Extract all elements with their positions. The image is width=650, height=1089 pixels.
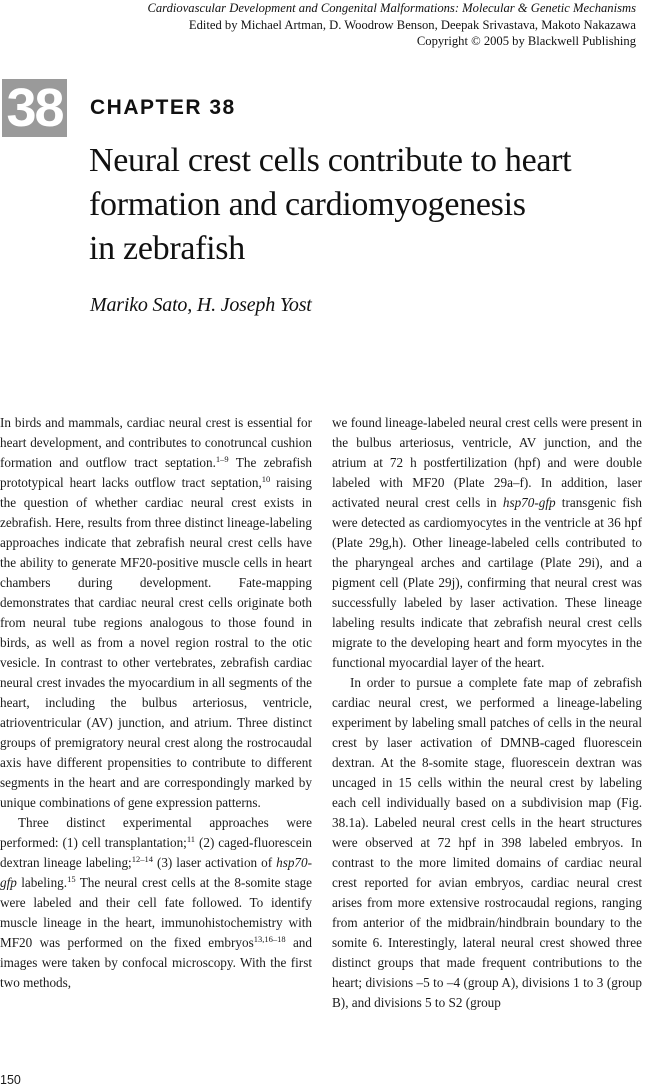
title-line: in zebrafish <box>89 230 245 267</box>
paragraph: In order to pursue a complete fate map of zebrafish cardiac neural crest, we performed a lineage-labeling experiment by labeling small patches of cells in the neural crest by laser activation of DMNB-caged fluorescein dextran. At the 8-somite stage, fluorescein dextran was uncaged in 15 cells within the neural crest by labeling each cell individually based on a subdivision map (Fig. 38.1a). Labeled neural crest cells in the heart structures were observed at 72 hpf in 398 labeled embryos. In contrast to the more limited domains of cardiac neural crest reported for avian embryos, cardiac neural crest arises from more extensive rostrocaudal regions, ranging from anterior of the midbrain/hindbrain boundary to the somite 6. Interestingly, lateral neural crest showed three distinct groups that made frequent contributions to the heart; divisions –5 to –4 (group A), divisions 1 to 3 (group B), and divisions 5 to S2 (group <box>332 675 642 1010</box>
chapter-title <box>89 139 649 271</box>
title-line: formation and cardiomyogenesis <box>89 186 526 223</box>
chapter-label: CHAPTER 38 <box>90 96 236 119</box>
paragraph: In birds and mammals, cardiac neural crest is essential for heart development, and contributes to conotruncal cushion formation and outflow tract septation.$^{1-9}$ The zebrafish prototypical heart lacks outflow tract septation,$^{10}$ raising the question of whether cardiac neural crest exists in zebrafish. Here, results from three distinct lineage-labeling approaches indicate that zebrafish neural crest cells have the ability to generate MF20-positive muscle cells in heart chambers during development. Fate-mapping demonstrates that cardiac neural crest cells originate both from neural tube regions analogous to those found in birds, as well as from a novel region rostral to the otic vesicle. In contrast to other vertebrates, zebrafish cardiac neural crest invades the myocardium in all segments of the heart, including the bulbus arteriosus, ventricle, atrioventricular (AV) junction, and atrium. Three distinct groups of premigratory neural crest along the rostrocaudal axis have different propensities to contribute to different segments in the heart and are correspondingly marked by unique combinations of gene expression patterns. <box>0 415 312 810</box>
page-number: 150 <box>0 1073 21 1087</box>
book-title: Cardiovascular Development and Congenital Malformations: Molecular & Genetic Mechanisms <box>147 1 636 15</box>
right-column <box>332 413 642 1013</box>
paragraph: we found lineage-labeled neural crest cells were present in the bulbus arteriosus, ventricle, AV junction, and the atrium at 72 h postfertilization (hpf) and were double labeled with MF20 (Plate 29a–f). In addition, laser activated neural crest cells in hsp70-gfp transgenic fish were detected as cardiomyocytes in the ventricle at 36 hpf (Plate 29g,h). Other lineage-labeled cells contributed to the pharyngeal arches and cartilage (Plate 29i), and a pigment cell (Plate 29j), confirming that neural crest was successfully labeled by laser activation. These lineage labeling results indicate that zebrafish neural crest cells migrate to the developing heart and form myocytes in the functional myocardial layer of the heart. <box>332 415 642 670</box>
book-editors: Edited by Michael Artman, D. Woodrow Benson, Deepak Srivastava, Makoto Nakazawa <box>188 17 636 32</box>
paragraph: Three distinct experimental approaches were performed: (1) cell transplantation;$^{11}$ (2) caged-fluorescein dextran lineage labeling;$^{12-14}$ (3) laser activation of hsp70-gfp labeling.$^{15}$ The neural crest cells at the 8-somite stage were labeled and their cell fate followed. To identify muscle lineage in the heart, immunohistochemistry with MF20 was performed on the fixed embryos$^{13,16-18}$ and images were taken by confocal microscopy. With the first two methods, <box>0 815 313 990</box>
left-column <box>0 413 312 993</box>
chapter-authors: Mariko Sato, H. Joseph Yost <box>90 294 312 316</box>
running-header <box>16 0 636 50</box>
title-line: Neural crest cells contribute to heart <box>89 142 572 179</box>
chapter-number-badge: 38 <box>2 79 67 137</box>
copyright-line: Copyright © 2005 by Blackwell Publishing <box>416 34 636 48</box>
